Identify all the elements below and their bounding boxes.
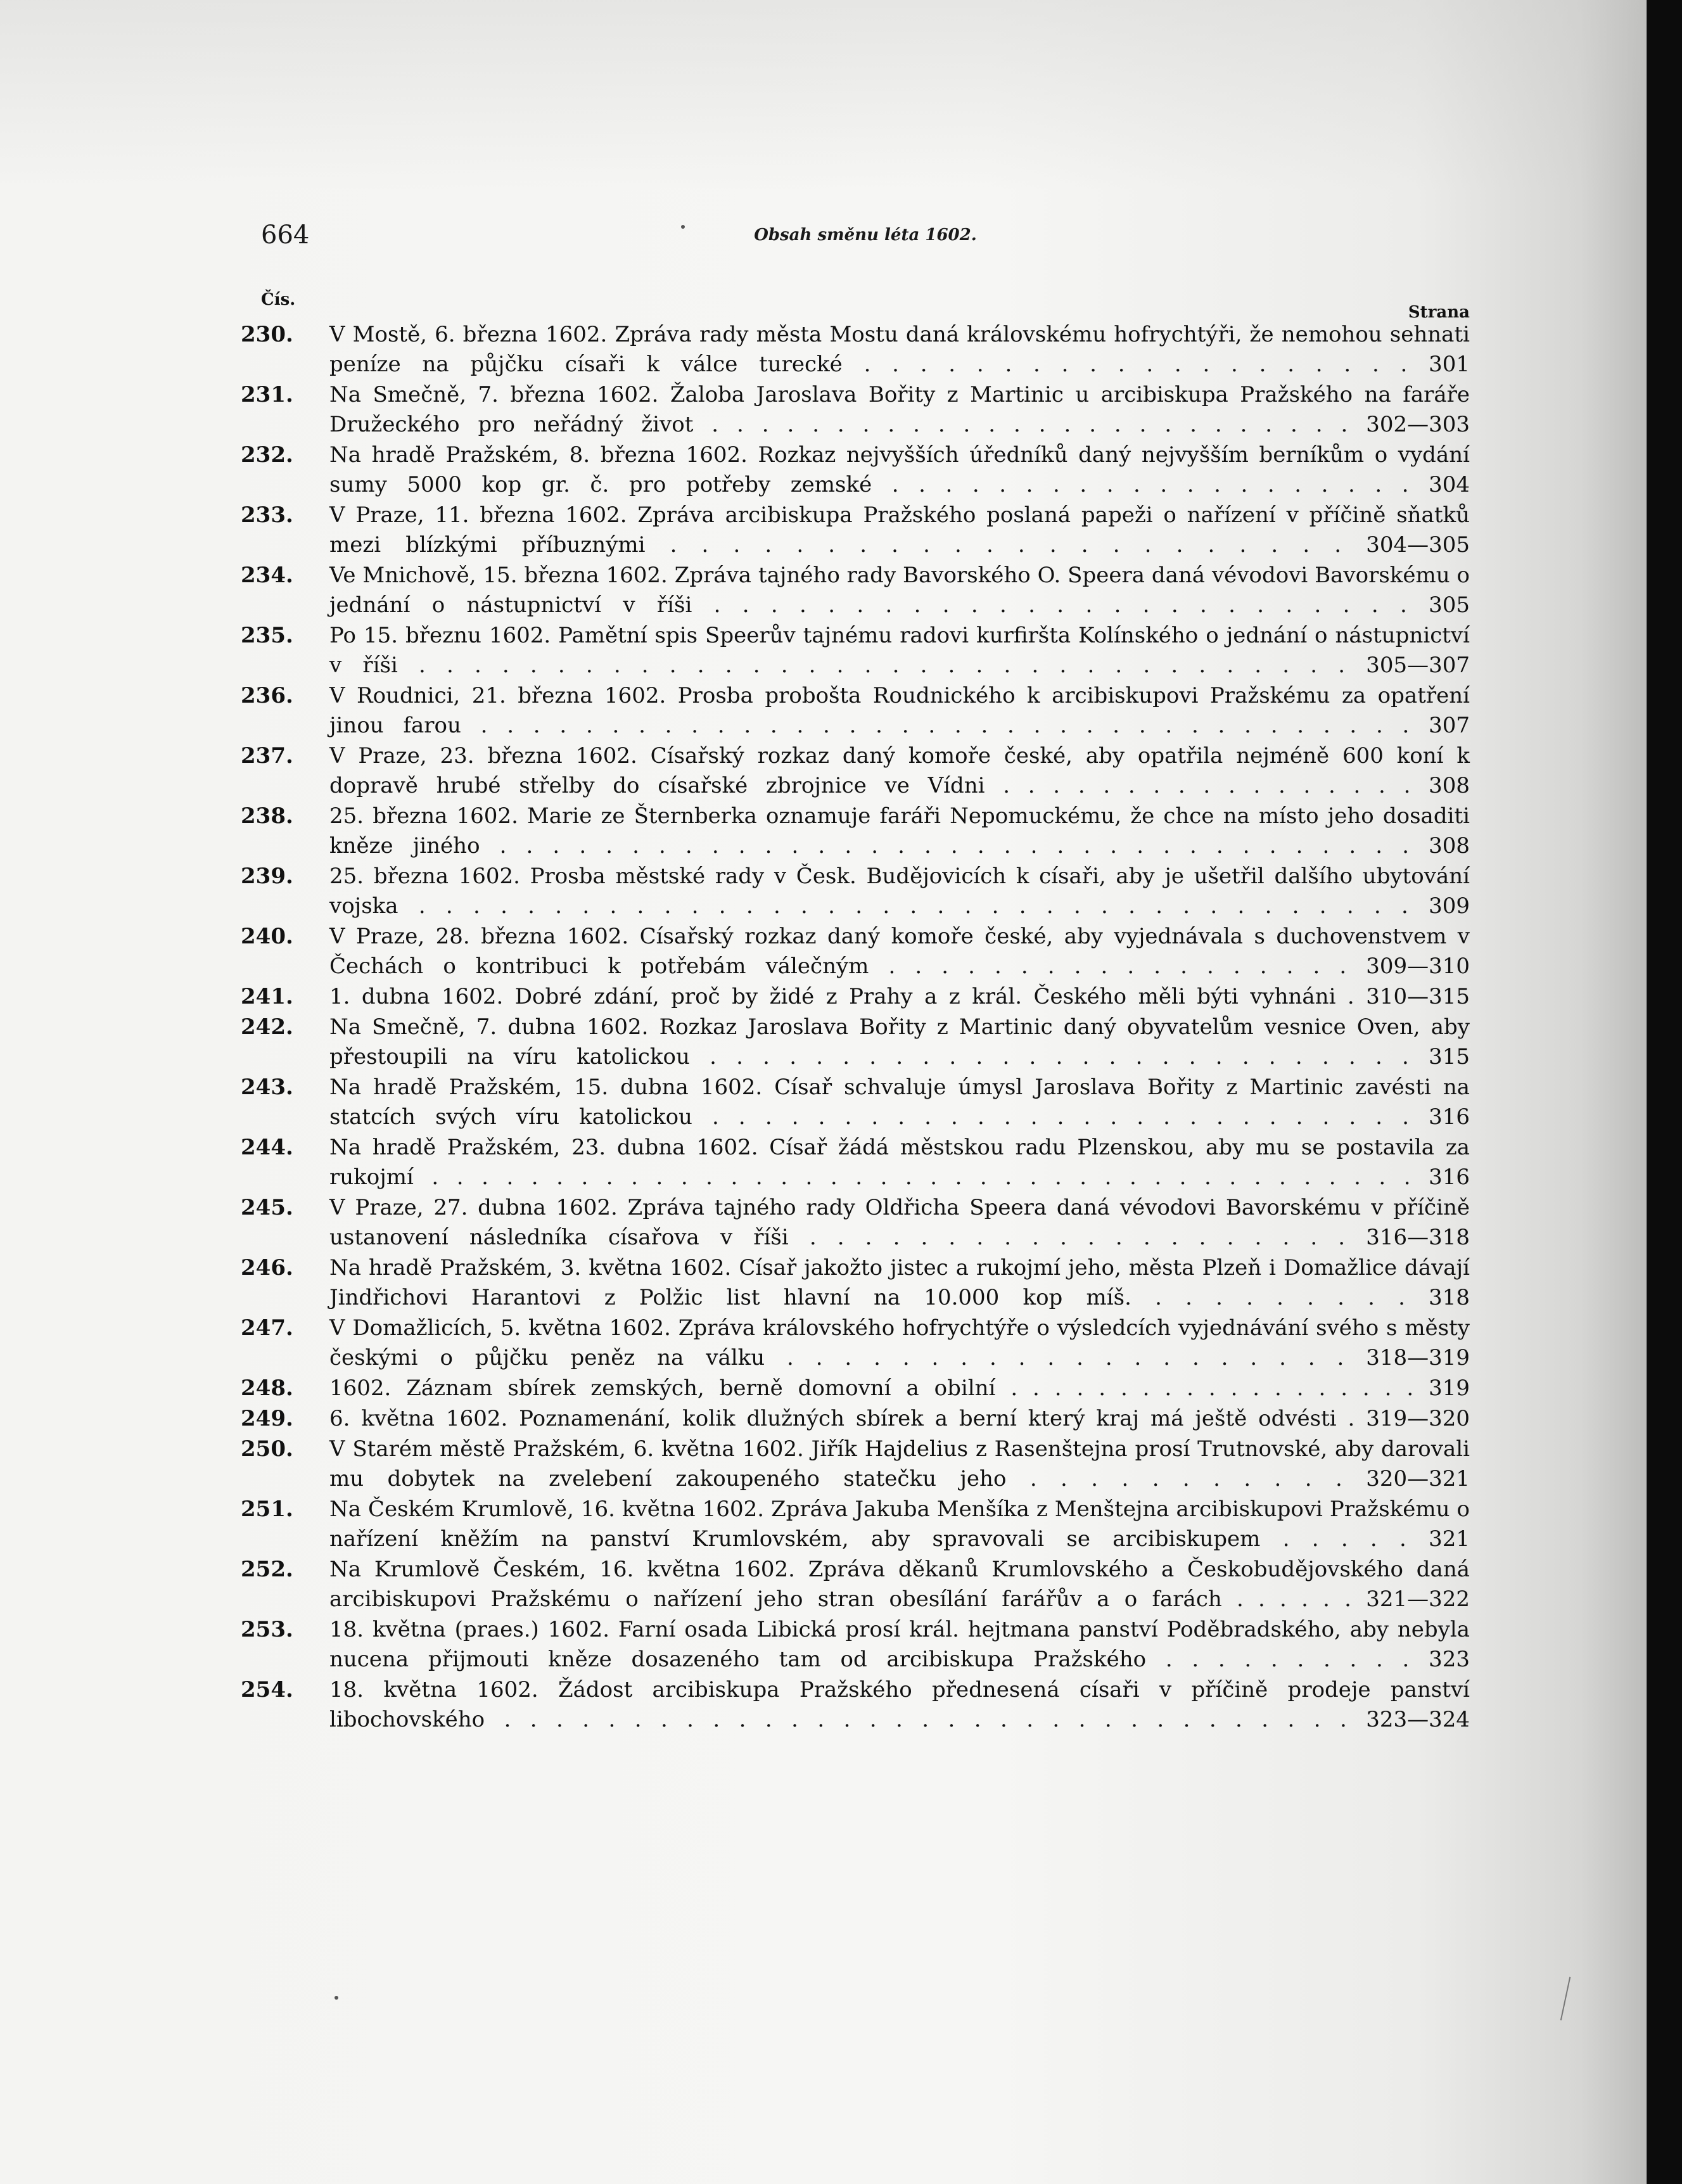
- entry-number: 234.: [241, 563, 293, 588]
- entry-number: 239.: [241, 864, 293, 889]
- list-item: [241, 501, 1470, 560]
- entry-number: 253.: [241, 1617, 293, 1642]
- list-item: [241, 741, 1470, 801]
- list-item: [241, 862, 1470, 921]
- entry-number: 238.: [241, 803, 293, 829]
- entry-text: Ve Mnichově, 15. března 1602. Zpráva tajného rady Bavorského O. Speera daná vévodovi Bavorskému o jednání o nástupnictví v říši . . . . . . . . . . . . . . . . . . . . . . . . . 305: [329, 563, 1470, 618]
- entry-text: V Domažlicích, 5. května 1602. Zpráva královského hofrychtýře o výsledcích vyjednávání svého s městy českými o půjčku peněz na válku . . . . . . . . . . . . . . . . . . . . 318—319: [329, 1315, 1470, 1370]
- entry-number: 246.: [241, 1255, 293, 1280]
- entry-text: Na hradě Pražském, 8. března 1602. Rozkaz nejvyšších úředníků daný nejvyšším berníkům o vydání sumy 5000 kop gr. č. pro potřeby zemské . . . . . . . . . . . . . . . . . . . . 304: [329, 442, 1470, 497]
- entry-text: 25. března 1602. Marie ze Šternberka oznamuje faráři Nepomuckému, že chce na místo jeho dosaditi kněze jiného . . . . . . . . . . . . . . . . . . . . . . . . . . . . . . . . . . . 308: [329, 803, 1470, 859]
- list-item: [241, 1133, 1470, 1192]
- list-item: [241, 561, 1470, 620]
- printer-mark: [334, 1996, 338, 2000]
- list-item: [241, 621, 1470, 680]
- entry-text: Na hradě Pražském, 15. dubna 1602. Císař schvaluje úmysl Jaroslava Bořity z Martinic zavésti na statcích svých víru katolickou . . . . . . . . . . . . . . . . . . . . . . . . . . . 316: [329, 1075, 1470, 1130]
- list-item: [241, 1313, 1470, 1373]
- entry-number: 233.: [241, 502, 293, 528]
- entry-number: 232.: [241, 442, 293, 468]
- list-item: [241, 681, 1470, 741]
- entry-text: V Mostě, 6. března 1602. Zpráva rady města Mostu daná královskému hofrychtýři, že nemohou sehnati peníze na půjčku císaři k válce turecké . . . . . . . . . . . . . . . . . . . . 301: [329, 322, 1470, 377]
- entry-text: V Roudnici, 21. března 1602. Prosba probošta Roudnického k arcibiskupovi Pražskému za opatření jinou farou . . . . . . . . . . . . . . . . . . . . . . . . . . . . . . . . . . . . 307: [329, 683, 1470, 738]
- entry-text: Na Českém Krumlově, 16. května 1602. Zpráva Jakuba Menšíka z Menštejna arcibiskupovi Pražskému o nařízení kněžím na panství Krumlovském, aby spravovali se arcibiskupem . . . . . 321: [329, 1497, 1470, 1552]
- entry-number: 252.: [241, 1557, 293, 1582]
- entry-number: 230.: [241, 322, 293, 347]
- entry-text: Na hradě Pražském, 23. dubna 1602. Císař žádá městskou radu Plzenskou, aby mu se postavila za rukojmí . . . . . . . . . . . . . . . . . . . . . . . . . . . . . . . . . . . . . . . . 316: [329, 1135, 1470, 1190]
- entry-number: 242.: [241, 1014, 293, 1040]
- entry-number: 254.: [241, 1677, 293, 1702]
- entry-number: 248.: [241, 1376, 293, 1401]
- entry-number: 249.: [241, 1406, 293, 1431]
- page-header: [261, 220, 1470, 259]
- entry-text: 6. května 1602. Poznamenání, kolik dlužných sbírek a berní který kraj má ještě odvésti . 319—320: [329, 1406, 1470, 1431]
- entry-text: 25. března 1602. Prosba městské rady v Česk. Budějovicích k císaři, aby je ušetřil dalšího ubytování vojska . . . . . . . . . . . . . . . . . . . . . . . . . . . . . . . . . . . . . 309: [329, 864, 1470, 919]
- number-column-heading: Čís.: [261, 290, 296, 309]
- list-item: [241, 1193, 1470, 1253]
- running-title: Obsah směnu léta 1602.: [754, 226, 977, 245]
- entry-number: 245.: [241, 1195, 293, 1220]
- list-item: [241, 1012, 1470, 1072]
- list-item: [241, 922, 1470, 981]
- entry-text: Na Smečně, 7. března 1602. Žaloba Jaroslava Bořity z Martinic u arcibiskupa Pražského na faráře Družeckého pro neřádný život . . . . . . . . . . . . . . . . . . . . . . . . . . 302—303: [329, 382, 1470, 437]
- page-column-heading: Strana: [1408, 303, 1470, 322]
- list-item: [241, 1374, 1470, 1403]
- entry-number: 251.: [241, 1497, 293, 1522]
- entry-text: V Starém městě Pražském, 6. května 1602. Jiřík Hajdelius z Rasenštejna prosí Trutnovské, aby darovali mu dobytek na zvelebení zakoupeného statečku jeho . . . . . . . . . . . 320—321: [329, 1436, 1470, 1491]
- entry-number: 241.: [241, 984, 293, 1009]
- list-item: [241, 1495, 1470, 1554]
- entry-number: 235.: [241, 623, 293, 648]
- printer-mark: [681, 225, 685, 229]
- entry-text: 18. května (praes.) 1602. Farní osada Libická prosí král. hejtmana panství Poděbradského, aby nebyla nucena přijmouti kněze dosazeného tam od arcibiskupa Pražského . . . . . . . . . . 323: [329, 1617, 1470, 1672]
- entry-number: 237.: [241, 743, 293, 769]
- entry-text: V Praze, 28. března 1602. Císařský rozkaz daný komoře české, aby vyjednávala s duchovenstvem v Čechách o kontribuci k potřebám válečným . . . . . . . . . . . . . . . . . . 309—310: [329, 924, 1470, 979]
- list-item: [241, 1615, 1470, 1675]
- entry-number: 243.: [241, 1075, 293, 1100]
- list-item: [241, 1253, 1470, 1313]
- entry-text: Na Smečně, 7. dubna 1602. Rozkaz Jaroslava Bořity z Martinic daný obyvatelům vesnice Oven, aby přestoupili na víru katolickou . . . . . . . . . . . . . . . . . . . . . . . . . . . 315: [329, 1014, 1470, 1070]
- entry-text: 18. května 1602. Žádost arcibiskupa Pražského přednesená císaři v příčině prodeje panství libochovského . . . . . . . . . . . . . . . . . . . . . . . . . . . . . . . . . 323—324: [329, 1677, 1470, 1732]
- entry-number: 244.: [241, 1135, 293, 1160]
- list-item: [241, 801, 1470, 861]
- scan-edge-mark: [1560, 1977, 1576, 2022]
- list-item: [241, 320, 1470, 380]
- entry-text: V Praze, 11. března 1602. Zpráva arcibiskupa Pražského poslaná papeži o nařízení v příčině sňatků mezi blízkými příbuznými . . . . . . . . . . . . . . . . . . . . . . 304—305: [329, 502, 1470, 558]
- column-headings: [261, 290, 1470, 322]
- entry-text: V Praze, 23. března 1602. Císařský rozkaz daný komoře české, aby opatřila nejméně 600 koní k dopravě hrubé střelby do císařské zbrojnice ve Vídni . . . . . . . . . . . . . . . . . 308: [329, 743, 1470, 798]
- entry-number: 240.: [241, 924, 293, 949]
- entry-number: 250.: [241, 1436, 293, 1462]
- page-number: 664: [261, 220, 310, 250]
- entry-text: Na hradě Pražském, 3. května 1602. Císař jakožto jistec a rukojmí jeho, města Plzeň i Domažlice dávají Jindřichovi Harantovi z Polžic list hlavní na 10.000 kop míš. . . . . . . . . . 318: [329, 1255, 1470, 1310]
- list-item: [241, 1434, 1470, 1494]
- list-item: [241, 1675, 1470, 1735]
- list-item: [241, 1555, 1470, 1614]
- list-item: [241, 982, 1470, 1012]
- entry-text: Na Krumlově Českém, 16. května 1602. Zpráva děkanů Krumlovského a Českobudějovského daná arcibiskupovi Pražskému o nařízení jeho stran obesílání farářův a o farách . . . . . . 321—322: [329, 1557, 1470, 1612]
- entry-text: 1. dubna 1602. Dobré zdání, proč by židé z Prahy a z král. Českého měli býti vyhnáni . 310—315: [329, 984, 1470, 1009]
- list-item: [241, 1073, 1470, 1132]
- entry-text: 1602. Záznam sbírek zemských, berně domovní a obilní . . . . . . . . . . . . . . . . . . . 319: [329, 1376, 1470, 1401]
- entry-number: 236.: [241, 683, 293, 708]
- list-item: [241, 1404, 1470, 1434]
- entry-number: 247.: [241, 1315, 293, 1341]
- entry-text: Po 15. březnu 1602. Pamětní spis Speerův tajnému radovi kurfiršta Kolínského o jednání o nástupnictví v říši . . . . . . . . . . . . . . . . . . . . . . . . . . . . . . . . . . 305—307: [329, 623, 1470, 678]
- entry-number: 231.: [241, 382, 293, 407]
- list-item: [241, 380, 1470, 440]
- entry-text: V Praze, 27. dubna 1602. Zpráva tajného rady Oldřicha Speera daná vévodovi Bavorskému v příčině ustanovení následníka císařova v říši . . . . . . . . . . . . . . . . . . . . 316—318: [329, 1195, 1470, 1250]
- contents-list: [241, 320, 1470, 1735]
- list-item: [241, 440, 1470, 500]
